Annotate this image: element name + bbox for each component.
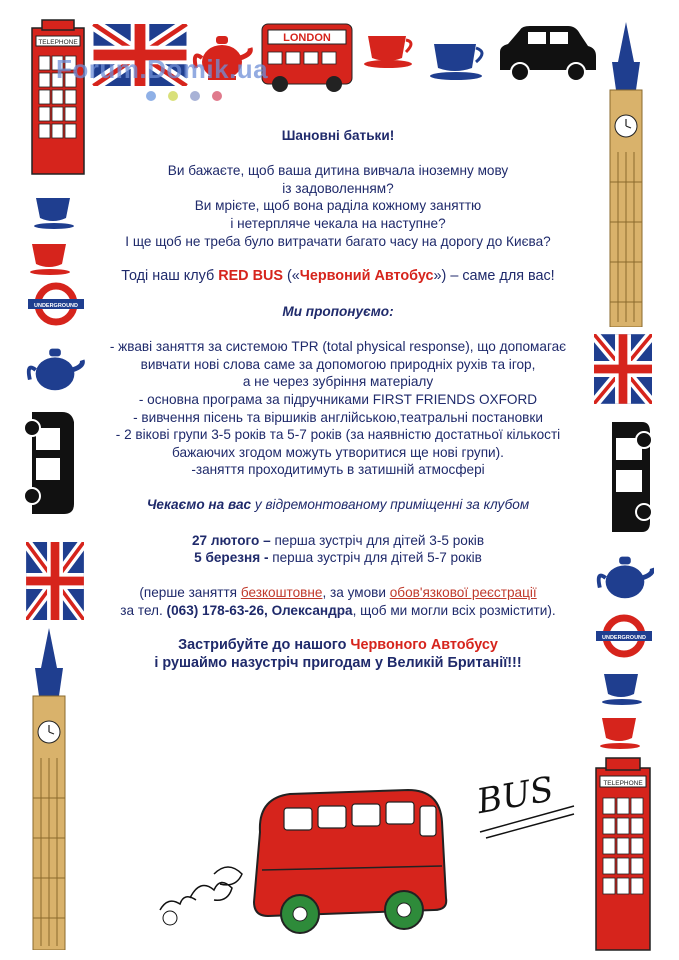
blue-teacup-icon: [428, 40, 492, 86]
telephone-box-icon: [592, 756, 654, 952]
intro-line: і нетерпляче чекала на наступне?: [230, 215, 446, 231]
london-sign-text: LONDON: [283, 32, 331, 44]
offer-line: - жваві заняття за системою TPR (total physical response), що допомагає: [109, 339, 567, 355]
teapot-icon: [26, 340, 86, 396]
red-teacup-icon: [598, 716, 648, 752]
closing-text: Застрибуйте до нашого: [178, 637, 351, 654]
closing-bus-name: Червоного Автобусу: [350, 637, 498, 654]
black-cab-icon: [596, 418, 654, 536]
offer-line: -заняття проходитимуть в затишній атмосфері: [191, 462, 485, 478]
wait-line: [88, 496, 588, 514]
telephone-sign-text: TELEPHONE: [603, 780, 643, 787]
underground-sign-text: UNDERGROUND: [602, 635, 646, 641]
red-bus-drawing-icon: [150, 778, 456, 936]
bus-scribble-text: BUS: [473, 769, 557, 823]
underground-sign-icon: [596, 614, 652, 658]
telephone-sign-text: TELEPHONE: [38, 39, 78, 46]
date-separator: –: [259, 532, 275, 548]
intro-line: І ще щоб не треба було витрачати багато часу на дорогу до Києва?: [125, 233, 551, 249]
telephone-box-icon: [28, 18, 88, 176]
black-cab-icon: [494, 22, 600, 84]
blue-teacup-icon: [32, 196, 82, 232]
offer-title: Ми пропонуємо:: [282, 303, 394, 319]
offer-line: - вивчення пісень та віршиків англійською,театральні постановки: [133, 409, 543, 425]
club-line: [88, 268, 588, 286]
free-lesson-text: безкоштовне: [240, 585, 323, 601]
teapot-icon: [594, 548, 654, 604]
intro-line: Ви бажаєте, щоб ваша дитина вивчала іноземну мову: [167, 163, 509, 179]
note-line: [88, 584, 588, 602]
letter-body: [88, 127, 588, 672]
red-teacup-icon: [362, 32, 420, 72]
date-text: перша зустріч для дітей 5-7 років: [272, 550, 482, 566]
date-value: 27 лютого: [191, 532, 260, 548]
bus-scribble-text-icon: [470, 762, 582, 840]
greeting: Шановні батьки!: [281, 128, 395, 143]
offer-line: - 2 вікові групи 3-5 років та 5-7 років (за наявністю достатньої кількості: [115, 427, 561, 443]
intro-line: із задоволенням?: [282, 180, 394, 196]
watermark-text: Forum.Domik.ua: [56, 54, 269, 84]
note-text: , щоб ми могли всіх розмістити).: [352, 603, 556, 619]
closing-line: і рушаймо назустріч пригодам у Великій Британії!!!: [154, 654, 522, 671]
offer-line: бажаючих згодом можуть утворитися ще нові групи).: [172, 444, 504, 460]
club-text-before: Тоді наш клуб: [121, 267, 219, 284]
underground-sign-icon: [28, 282, 84, 326]
big-ben-tower-icon: [26, 628, 72, 950]
intro-line: Ви мрієте, щоб вона раділа кожному заняттю: [194, 198, 482, 214]
date-line: [88, 532, 588, 550]
date-line: [88, 549, 588, 567]
club-name-en: RED BUS: [218, 267, 283, 284]
underground-sign-text: UNDERGROUND: [34, 303, 78, 309]
date-separator: -: [260, 550, 273, 566]
wait-bold: Чекаємо на вас: [146, 497, 252, 513]
note-text: , за умови: [322, 585, 390, 601]
union-jack-flag-icon: [594, 334, 652, 404]
registration-text: обов'язкової реєстрації: [389, 585, 537, 601]
club-name-ua: Червоний Автобус: [299, 267, 434, 284]
offer-line: а не через зубріння матеріалу: [242, 374, 434, 390]
club-quote-open: («: [282, 267, 300, 284]
offer-line: вивчати нові слова саме за допомогою природніх рухів та ігор,: [140, 356, 536, 372]
phone-contact: (063) 178-63-26, Олександра: [166, 603, 353, 619]
note-text: за тел.: [120, 603, 167, 619]
black-cab-icon: [22, 408, 78, 518]
watermark-dots: [146, 88, 234, 106]
date-value: 5 березня: [194, 550, 261, 566]
london-bus-icon: [258, 20, 356, 94]
club-text-after: ») – саме для вас!: [433, 267, 555, 284]
note-line: [88, 602, 588, 620]
union-jack-flag-icon: [26, 542, 84, 620]
wait-rest: у відремонтованому приміщенні за клубом: [251, 497, 530, 513]
closing-line: [88, 637, 588, 655]
big-ben-tower-icon: [604, 22, 648, 327]
note-text: (перше заняття: [139, 585, 241, 601]
red-teacup-icon: [28, 242, 78, 278]
date-text: перша зустріч для дітей 3-5 років: [274, 532, 485, 548]
offer-line: - основна програма за підручниками FIRST FRIENDS OXFORD: [138, 391, 538, 407]
blue-teacup-icon: [600, 672, 650, 708]
